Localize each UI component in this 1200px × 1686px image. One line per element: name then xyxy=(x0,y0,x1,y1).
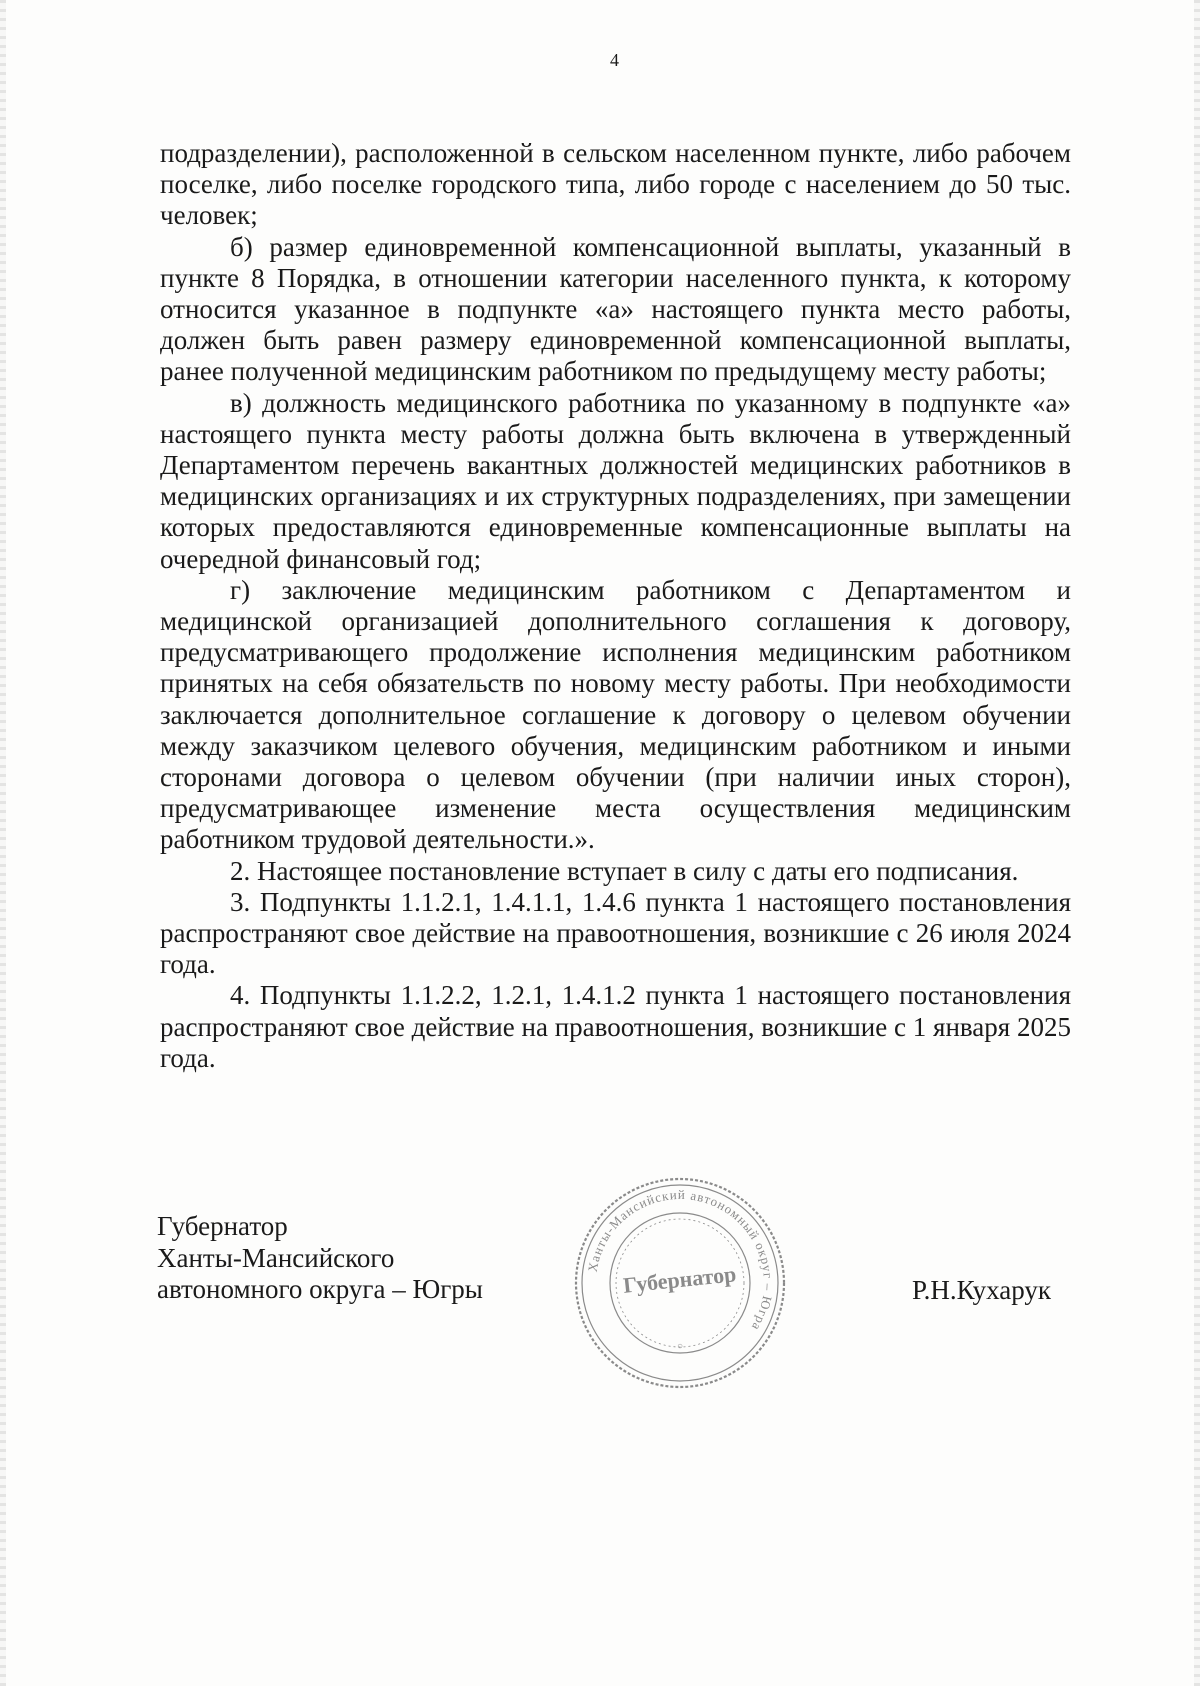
paragraph-item-v: в) должность медицинского работника по указанному в подпункте «а» настоящего пункта месту работы должна быть включена в утвержденный Департаментом перечень вакантных должностей медицинских работников в медицинских организациях и их структурных подразделениях, при замещении которых предоставляются единовременные компенсационные выплаты на очередной финансовый год; xyxy=(160,387,1071,574)
scan-edge-left xyxy=(0,0,6,1686)
signatory-title-line: Губернатор xyxy=(157,1211,288,1241)
paragraph-continuation: подразделении), расположенной в сельском населенном пункте, либо рабочем поселке, либо поселке городского типа, либо городе с населением до 50 тыс. человек; xyxy=(160,138,1071,231)
paragraph-clause-2: 2. Настоящее постановление вступает в силу с даты его подписания. xyxy=(230,855,1019,886)
page-number: 4 xyxy=(610,50,619,70)
paragraph-item-b: б) размер единовременной компенсационной выплаты, указанный в пункте 8 Порядка, в отношении категории населенного пункта, к которому относится указанное в подпункте «а» настоящего пункта место работы, должен быть равен размеру единовременной компенсационной выплаты, ранее полученной медицинским работником по предыдущему месту работы; xyxy=(160,231,1071,387)
scan-edge-right xyxy=(1194,0,1200,1686)
signatory-title xyxy=(157,1211,483,1306)
seal-mark-icon: ○ xyxy=(676,1341,684,1352)
document-body xyxy=(160,138,1071,1074)
paragraph-clause-3: 3. Подпункты 1.1.2.1, 1.4.1.1, 1.4.6 пункта 1 настоящего постановления распространяют свое действие на правоотношения, возникшие с 26 июля 2024 года. xyxy=(160,886,1071,980)
signatory-name: Р.Н.Кухарук xyxy=(912,1275,1052,1305)
seal-ring-text: Ханты-Мансийский автономный округ – Югра xyxy=(584,1186,777,1334)
signatory-title-line: автономного округа – Югры xyxy=(157,1274,483,1304)
official-seal xyxy=(570,1173,790,1393)
seal-center-text: Губернатор xyxy=(621,1261,738,1298)
signatory-title-line: Ханты-Мансийского xyxy=(157,1242,395,1273)
paragraph-item-g: г) заключение медицинским работником с Департаментом и медицинской организацией дополнительного соглашения к договору, предусматривающего продолжение исполнения медицинским работником принятых на себя обязательств по новому месту работы. При необходимости заключается дополнительное соглашение к договору о целевом обучении между заказчиком целевого обучения, медицинским работником и иными сторонами договора о целевом обучении (при наличии иных сторон), предусматривающее изменение места осуществления медицинским работником трудовой деятельности.». xyxy=(160,574,1071,855)
paragraph-clause-4: 4. Подпункты 1.1.2.2, 1.2.1, 1.4.1.2 пункта 1 настоящего постановления распространяют свое действие на правоотношения, возникшие с 1 января 2025 года. xyxy=(160,980,1071,1073)
